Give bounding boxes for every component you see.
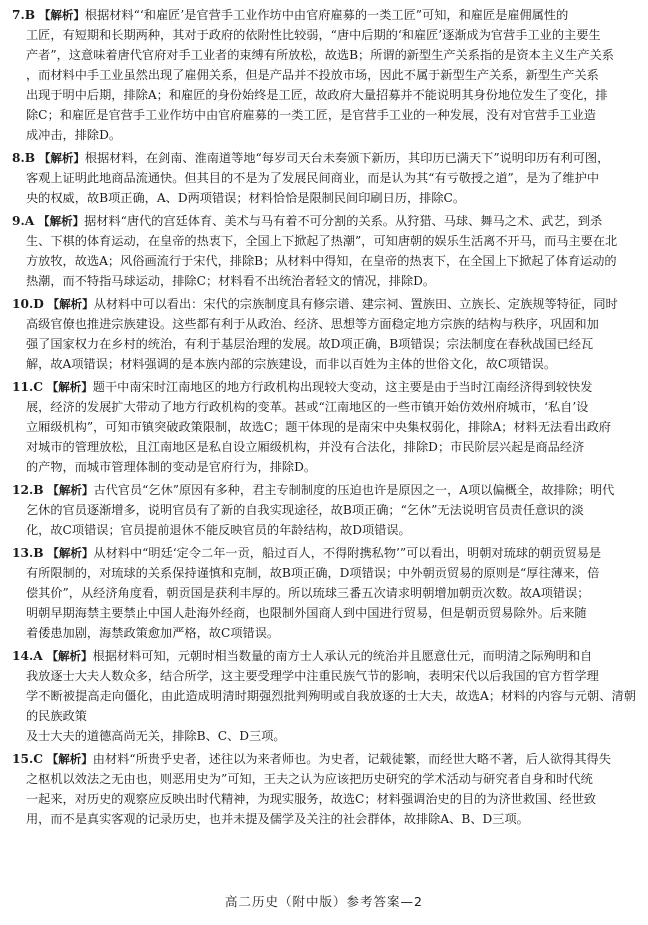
answer-text-line: 出现于明中后期，排除A；和雇匠的身份始终是工匠，故政府大量招募并不能说明其身份地位发生了变化，排 <box>26 88 608 102</box>
analysis-tag: 【解析】 <box>38 8 85 22</box>
answer-text-line: 对城市的管理放松，且江南地区是私自设立厢级机构，并没有合法化，排除D；市民阶层兴起是商品经济 <box>26 440 585 454</box>
answer-choice: B <box>24 151 36 165</box>
answer-item <box>12 749 636 829</box>
answer-text-line: 根据材料“‘和雇匠’是官营手工业作坊中由官府雇募的一类工匠”可知，和雇匠是雇佣属性的 <box>84 8 569 22</box>
analysis-tag: 【解析】 <box>47 483 94 497</box>
answer-text-line: 我放逐士大夫人数众多，结合所学，这主要受理学中注重民族气节的影响，表明宋代以后我国的官方哲学理 <box>26 669 599 683</box>
answer-text-line: 解，故A项错误；材料强调的是本族内部的宗族建设，而非以百姓为主体的世俗文化，故C项错误。 <box>26 357 557 371</box>
answer-choice: B <box>33 483 44 497</box>
answer-text-line: 方放牧，故选A；风俗画流行于宋代，排除B；从材料中得知，在皇帝的热衷下，在全国上下掀起了体育运动的 <box>26 254 617 268</box>
answer-text-line: 央的权威，故B项正确，A、D两项错误；材料恰恰是限制民间印刷日历，排除C。 <box>26 191 466 205</box>
analysis-tag: 【解析】 <box>46 752 93 766</box>
answer-number: 14. <box>12 649 34 663</box>
answer-text-line: 工匠，有短期和长期两种，其对于政府的依附性比较弱，“唐中后期的‘和雇匠’逐渐成为官营手工业的主要生 <box>26 28 601 42</box>
answer-choice: A <box>33 649 43 663</box>
answer-number: 9. <box>12 214 25 228</box>
answer-item <box>12 377 636 477</box>
answer-text-line: 客观上证明此地商品流通快。但其目的不是为了发展民间商业，而是认为其“有亏敬授之道”，是为了维护中 <box>26 171 600 185</box>
answer-text-line: 除C；和雇匠是官营手工业作坊中由官府雇募的一类工匠，是官营手工业的一种发展，没有对官营手工业造 <box>26 108 596 122</box>
answer-item <box>12 480 636 540</box>
answer-text-line: 成冲击，排除D。 <box>26 128 122 142</box>
answer-choice: B <box>24 8 36 22</box>
answer-number: 7. <box>12 8 25 22</box>
analysis-tag: 【解析】 <box>47 297 94 311</box>
answer-number: 11. <box>12 380 34 394</box>
answer-text-line: 化，故C项错误；官员提前退休不能反映官员的年龄结构，故D项错误。 <box>26 523 411 537</box>
analysis-tag: 【解析】 <box>38 214 85 228</box>
answer-text-line: 强了国家权力在乡村的统治，有利于基层治理的发展。故D项正确，B项错误；宗法制度在春秋战国已经瓦 <box>26 337 594 351</box>
answer-item <box>12 543 636 643</box>
answer-choice: C <box>33 380 43 394</box>
answer-text-line: 乞休的官员逐渐增多，说明官员有了新的自我实现途径，故B项正确；“乞休”无法说明官员责任意识的淡 <box>26 503 584 517</box>
answer-choice: D <box>33 297 44 311</box>
answer-text-line: ，而材料中手工业虽然出现了雇佣关系，但是产品并不投放市场，因此不属于新型生产关系，新型生产关系 <box>26 68 599 82</box>
answer-text-line: 有所限制的，对琉球的关系保持谨慎和克制，故B项正确，D项错误；中外朝贡贸易的原则是“厚往薄来，倍 <box>26 566 600 580</box>
answer-text-line: 立厢级机构”，可知市镇突破政策限制，故选C；题干体现的是南宋中央集权弱化，排除A；材料无法看出政府 <box>26 420 611 434</box>
answer-number: 10. <box>12 297 34 311</box>
answer-text-line: 由材料“所贵乎史者，述往以为来者师也。为史者，记载徒繁，而经世大略不著，后人欲得其得失 <box>92 752 611 766</box>
answer-number: 15. <box>12 752 34 766</box>
analysis-tag: 【解析】 <box>47 546 94 560</box>
answer-text-line: 根据材料可知，元朝时相当数量的南方士人承认元的统治并且愿意仕元，而明清之际殉明和自 <box>92 649 593 663</box>
answer-text-line: 之枢机以效法之无由也，则恶用史为”可知，王夫之认为应该把历史研究的学术活动与研究者自身和时代统 <box>26 772 593 786</box>
answer-text-line: 用，而不是真实客观的记录历史，也并未提及儒学及关注的社会群体，故排除A、B、D三项。 <box>26 812 529 826</box>
answer-text-line: 着倭患加剧，海禁政策愈加严格，故C项错误。 <box>26 626 280 640</box>
analysis-tag: 【解析】 <box>46 380 93 394</box>
answer-item <box>12 211 636 291</box>
answer-text-line: 据材料“唐代的宫廷体育、美术与马有着不可分割的关系。从狩猎、马球、舞马之术、武艺，到杀 <box>84 214 603 228</box>
answer-text-line: 高级官僚也推进宗族建设。这些都有利于从政治、经济、思想等方面稳定地方宗族的结构与秩序，巩固和加 <box>26 317 599 331</box>
answer-text-line: 学不断被提高走向僵化，由此造成明清时期强烈批判殉明或自我放逐的士大夫，故选A；材料的内容与元朝、清朝的民族政策 <box>26 689 636 723</box>
answer-item <box>12 5 636 145</box>
answer-text-line: 从材料中可以看出：宋代的宗族制度具有修宗谱、建宗祠、置族田、立族长、定族规等特征，同时 <box>93 297 618 311</box>
answer-text-line: 及士大夫的道德高尚无关，排除B、C、D三项。 <box>26 729 286 743</box>
answer-item <box>12 294 636 374</box>
answer-item <box>12 646 636 746</box>
analysis-tag: 【解析】 <box>38 151 85 165</box>
answer-text-line: 生、下棋的体育运动，在皇帝的热衷下，全国上下掀起了热潮”，可知唐朝的娱乐生活离不开马，而马主要在北 <box>26 234 618 248</box>
answer-text-line: 根据材料，在剑南、淮南道等地“每岁司天台未奏颁下新历，其印历已满天下”说明印历有利可图， <box>84 151 610 165</box>
answer-choice: A <box>24 214 35 228</box>
answer-text-line: 一起来，对历史的观察应反映出时代精神，为现实服务，故选C；材料强调治史的目的为济世救国、经世致 <box>26 792 596 806</box>
answer-text-line: 从材料中“明廷‘定令二年一贡，船过百人，不得附携私物’”可以看出，明朝对琉球的朝贡贸易是 <box>93 546 602 560</box>
answer-item <box>12 148 636 208</box>
answer-text-line: 明朝早期海禁主要禁止中国人赴海外经商，也限制外国商人到中国进行贸易，但是朝贡贸易除外。后来随 <box>26 606 587 620</box>
answer-page <box>12 5 636 910</box>
answer-text-line: 热潮，而不特指马球运动，排除C；材料看不出统治者轻文的情况，排除D。 <box>26 274 436 288</box>
page-footer: 高二历史（附中版）参考答案—2 <box>225 894 423 909</box>
answer-choice: B <box>33 546 44 560</box>
answer-number: 12. <box>12 483 34 497</box>
answer-text-line: 产者”，这意味着唐代官府对手工业者的束缚有所放松，故选B；所谓的新型生产关系指的是资本主义生产关系 <box>26 48 614 62</box>
answer-number: 8. <box>12 151 25 165</box>
answer-text-line: 题干中南宋时江南地区的地方行政机构出现较大变动，这主要是由于当时江南经济得到较快发 <box>92 380 593 394</box>
answer-text-line: 展，经济的发展扩大带动了地方行政机构的变革。甚或“江南地区的一些市镇开始仿效州府城市，‘私自’设 <box>26 400 589 414</box>
answer-list <box>12 5 636 873</box>
answer-text-line: 的产物，而城市管理体制的变动是官府行为，排除D。 <box>26 460 317 474</box>
analysis-tag: 【解析】 <box>46 649 93 663</box>
answer-number: 13. <box>12 546 34 560</box>
answer-text-line: 偿其价”，从经济角度看，朝贡国是获利丰厚的。所以琉球三番五次请求明朝增加朝贡次数。故A项错误； <box>26 586 590 600</box>
answer-text-line: 古代官员“乞休”原因有多种，君主专制制度的压迫也许是原因之一，A项以偏概全，故排除；明代 <box>93 483 615 497</box>
answer-choice: C <box>33 752 43 766</box>
